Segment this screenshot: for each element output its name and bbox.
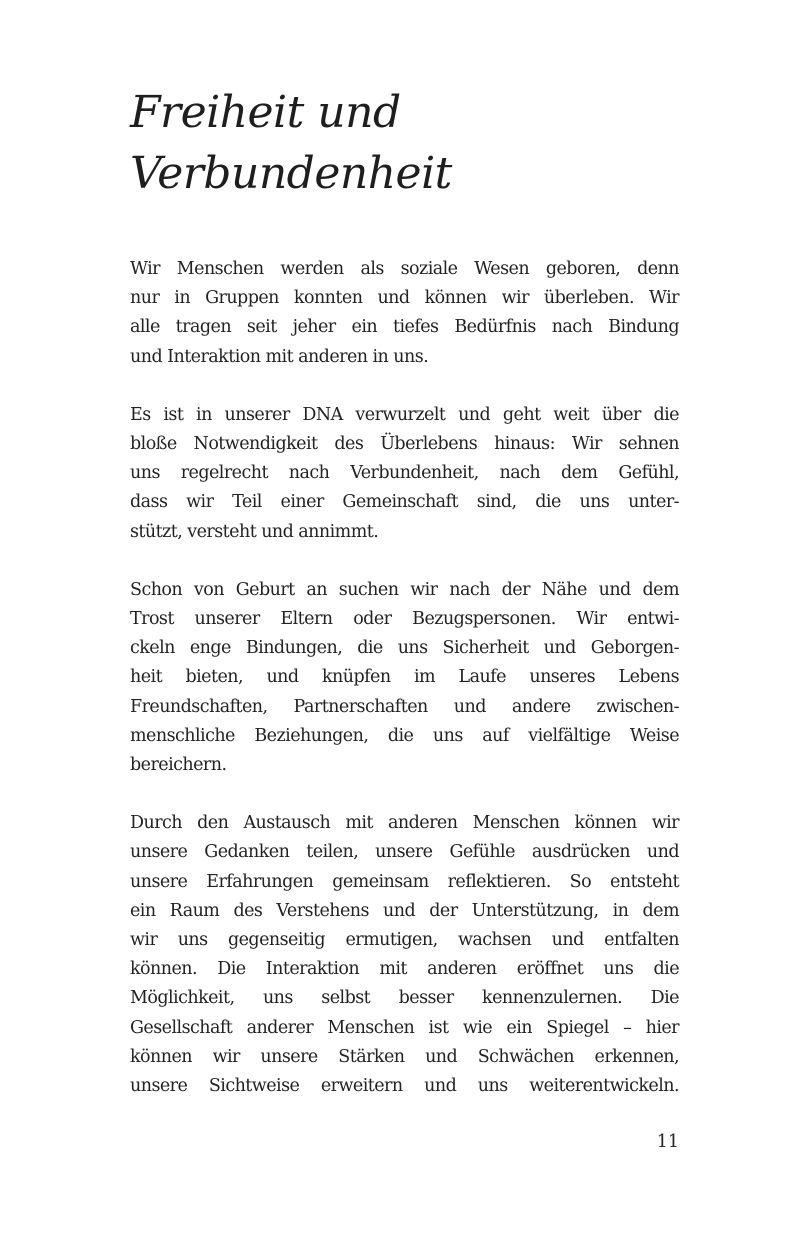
body-text xyxy=(130,255,679,1130)
text-line: unsere Gedanken teilen, unsere Gefühle ausdrücken und xyxy=(130,842,679,863)
text-line: wir uns gegenseitig ermutigen, wachsen und entfalten xyxy=(130,930,679,951)
text-line: alle tragen seit jeher ein tiefes Bedürfnis nach Bindung xyxy=(130,317,679,338)
book-page xyxy=(130,0,679,1240)
text-line: Trost unserer Eltern oder Bezugspersonen. Wir entwi- xyxy=(130,609,679,630)
text-line: Schon von Geburt an suchen wir nach der Nähe und dem xyxy=(130,579,679,600)
chapter-title-line-2: Verbundenheit xyxy=(130,148,452,199)
text-line: können. Die Interaktion mit anderen eröffnet uns die xyxy=(130,959,679,980)
paragraph-4 xyxy=(130,809,679,1101)
page-number: 11 xyxy=(656,1132,679,1152)
paragraph-3 xyxy=(130,576,679,780)
text-line: uns regelrecht nach Verbundenheit, nach dem Gefühl, xyxy=(130,463,679,484)
text-line: unsere Sichtweise erweitern und uns weiterentwickeln. xyxy=(130,1076,679,1097)
text-line: Möglichkeit, uns selbst besser kennenzulernen. Die xyxy=(130,988,679,1009)
text-line: bloße Notwendigkeit des Überlebens hinaus: Wir sehnen xyxy=(130,434,679,455)
text-line: heit bieten, und knüpfen im Laufe unseres Lebens xyxy=(130,667,679,688)
chapter-title xyxy=(130,82,679,204)
text-line: Wir Menschen werden als soziale Wesen geboren, denn xyxy=(130,259,679,279)
text-line: dass wir Teil einer Gemeinschaft sind, die uns unter- xyxy=(130,492,679,513)
text-line: bereichern. xyxy=(130,755,227,776)
text-line: ckeln enge Bindungen, die uns Sicherheit und Geborgen- xyxy=(130,638,679,659)
paragraph-2 xyxy=(130,401,679,547)
paragraph-1 xyxy=(130,255,679,372)
text-line: Durch den Austausch mit anderen Menschen können wir xyxy=(130,813,679,834)
text-line: Gesellschaft anderer Menschen ist wie ein Spiegel – hier xyxy=(130,1017,679,1038)
text-line: Freundschaften, Partnerschaften und andere zwischen- xyxy=(130,696,679,717)
text-line: und Interaktion mit anderen in uns. xyxy=(130,346,429,367)
text-line: stützt, versteht und annimmt. xyxy=(130,521,379,542)
text-line: können wir unsere Stärken und Schwächen erkennen, xyxy=(130,1046,679,1067)
text-line: unsere Erfahrungen gemeinsam reflektieren. So entsteht xyxy=(130,871,679,892)
text-line: Es ist in unserer DNA verwurzelt und geht weit über die xyxy=(130,404,679,425)
chapter-title-line-1: Freiheit und xyxy=(130,87,401,138)
text-line: ein Raum des Verstehens und der Unterstützung, in dem xyxy=(130,900,679,921)
text-line: menschliche Beziehungen, die uns auf vielfältige Weise xyxy=(130,725,679,746)
text-line: nur in Gruppen konnten und können wir überleben. Wir xyxy=(130,288,679,309)
